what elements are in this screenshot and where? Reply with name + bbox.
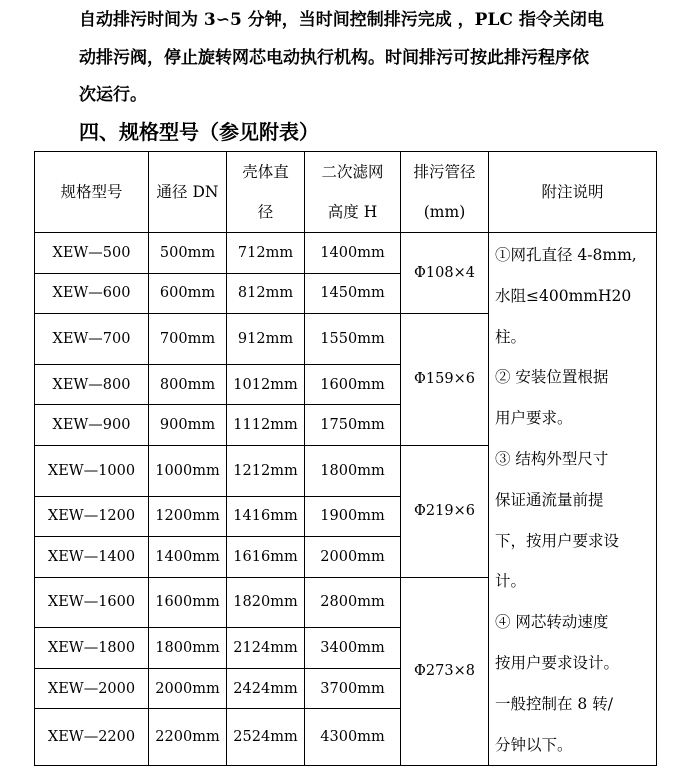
- cell-model: XEW—2000: [35, 668, 149, 709]
- header-notes: 附注说明: [489, 152, 657, 233]
- note-line: ② 安装位置根据: [495, 368, 609, 387]
- cell-shell: 2424mm: [227, 668, 305, 709]
- intro-line-2: 动排污阀，停止旋转网芯电动执行机构。时间排污可按此排污程序依: [79, 47, 589, 68]
- intro-line-3: 次运行。: [79, 85, 147, 105]
- cell-shell: 1012mm: [227, 364, 305, 405]
- cell-dn: 700mm: [149, 314, 227, 365]
- cell-height: 1800mm: [305, 445, 401, 496]
- cell-shell: 1112mm: [227, 405, 305, 446]
- cell-drain-group-3: Φ219×6: [401, 445, 489, 577]
- note-line: 按用户要求设计。: [495, 653, 620, 672]
- cell-dn: 1200mm: [149, 496, 227, 537]
- note-line: 柱。: [495, 327, 527, 346]
- cell-shell: 712mm: [227, 233, 305, 274]
- cell-shell: 1820mm: [227, 577, 305, 628]
- cell-model: XEW—700: [35, 314, 149, 365]
- note-line: 用户要求。: [495, 409, 573, 428]
- cell-model: XEW—600: [35, 273, 149, 314]
- table-header-row: [35, 152, 657, 233]
- cell-shell: 2124mm: [227, 628, 305, 669]
- cell-dn: 1600mm: [149, 577, 227, 628]
- intro-paragraph: [79, 2, 679, 115]
- note-line: 一般控制在 8 转/: [495, 694, 613, 713]
- cell-drain-group-2: Φ159×6: [401, 314, 489, 446]
- cell-height: 1400mm: [305, 233, 401, 274]
- cell-model: XEW—500: [35, 233, 149, 274]
- cell-height: 2800mm: [305, 577, 401, 628]
- header-model: 规格型号: [35, 152, 149, 233]
- cell-model: XEW—1000: [35, 445, 149, 496]
- cell-height: 1600mm: [305, 364, 401, 405]
- cell-model: XEW—1200: [35, 496, 149, 537]
- header-drain-diameter: 排污管径 (mm): [401, 152, 489, 233]
- cell-model: XEW—2200: [35, 709, 149, 766]
- cell-drain-group-4: Φ273×8: [401, 577, 489, 766]
- cell-height: 3700mm: [305, 668, 401, 709]
- cell-shell: 812mm: [227, 273, 305, 314]
- cell-height: 4300mm: [305, 709, 401, 766]
- header-shell-diameter: 壳体直 径: [227, 152, 305, 233]
- cell-dn: 2200mm: [149, 709, 227, 766]
- intro-line-1: 自动排污时间为 3∽5 分钟，当时间控制排污完成 ，PLC 指令关闭电: [79, 10, 604, 30]
- cell-dn: 900mm: [149, 405, 227, 446]
- cell-dn: 800mm: [149, 364, 227, 405]
- cell-model: XEW—1800: [35, 628, 149, 669]
- cell-model: XEW—1400: [35, 537, 149, 578]
- note-line: 水阻≤400mmH20: [495, 286, 632, 305]
- table-row: [35, 233, 657, 274]
- note-line: 下，按用户要求设: [495, 531, 620, 550]
- cell-shell: 912mm: [227, 314, 305, 365]
- cell-dn: 600mm: [149, 273, 227, 314]
- cell-dn: 2000mm: [149, 668, 227, 709]
- cell-shell: 1616mm: [227, 537, 305, 578]
- cell-dn: 1000mm: [149, 445, 227, 496]
- cell-height: 1900mm: [305, 496, 401, 537]
- cell-dn: 1800mm: [149, 628, 227, 669]
- section-title: 四、规格型号（参见附表）: [79, 120, 319, 144]
- note-line: 保证通流量前提: [495, 490, 604, 509]
- cell-dn: 1400mm: [149, 537, 227, 578]
- cell-dn: 500mm: [149, 233, 227, 274]
- spec-table: [34, 151, 657, 766]
- cell-model: XEW—800: [35, 364, 149, 405]
- cell-shell: 2524mm: [227, 709, 305, 766]
- header-filter-height: 二次滤网 高度 H: [305, 152, 401, 233]
- cell-height: 1450mm: [305, 273, 401, 314]
- cell-height: 1550mm: [305, 314, 401, 365]
- cell-model: XEW—1600: [35, 577, 149, 628]
- header-dn: 通径 DN: [149, 152, 227, 233]
- cell-shell: 1212mm: [227, 445, 305, 496]
- note-line: ①网孔直径 4-8mm,: [495, 246, 637, 264]
- note-line: ③ 结构外型尺寸: [495, 449, 609, 468]
- cell-height: 3400mm: [305, 628, 401, 669]
- cell-shell: 1416mm: [227, 496, 305, 537]
- cell-model: XEW—900: [35, 405, 149, 446]
- notes-cell: [489, 233, 657, 766]
- cell-height: 2000mm: [305, 537, 401, 578]
- cell-drain-group-1: Φ108×4: [401, 233, 489, 314]
- note-line: ④ 网芯转动速度: [495, 613, 609, 632]
- note-line: 计。: [495, 572, 527, 591]
- note-line: 分钟以下。: [495, 735, 573, 754]
- cell-height: 1750mm: [305, 405, 401, 446]
